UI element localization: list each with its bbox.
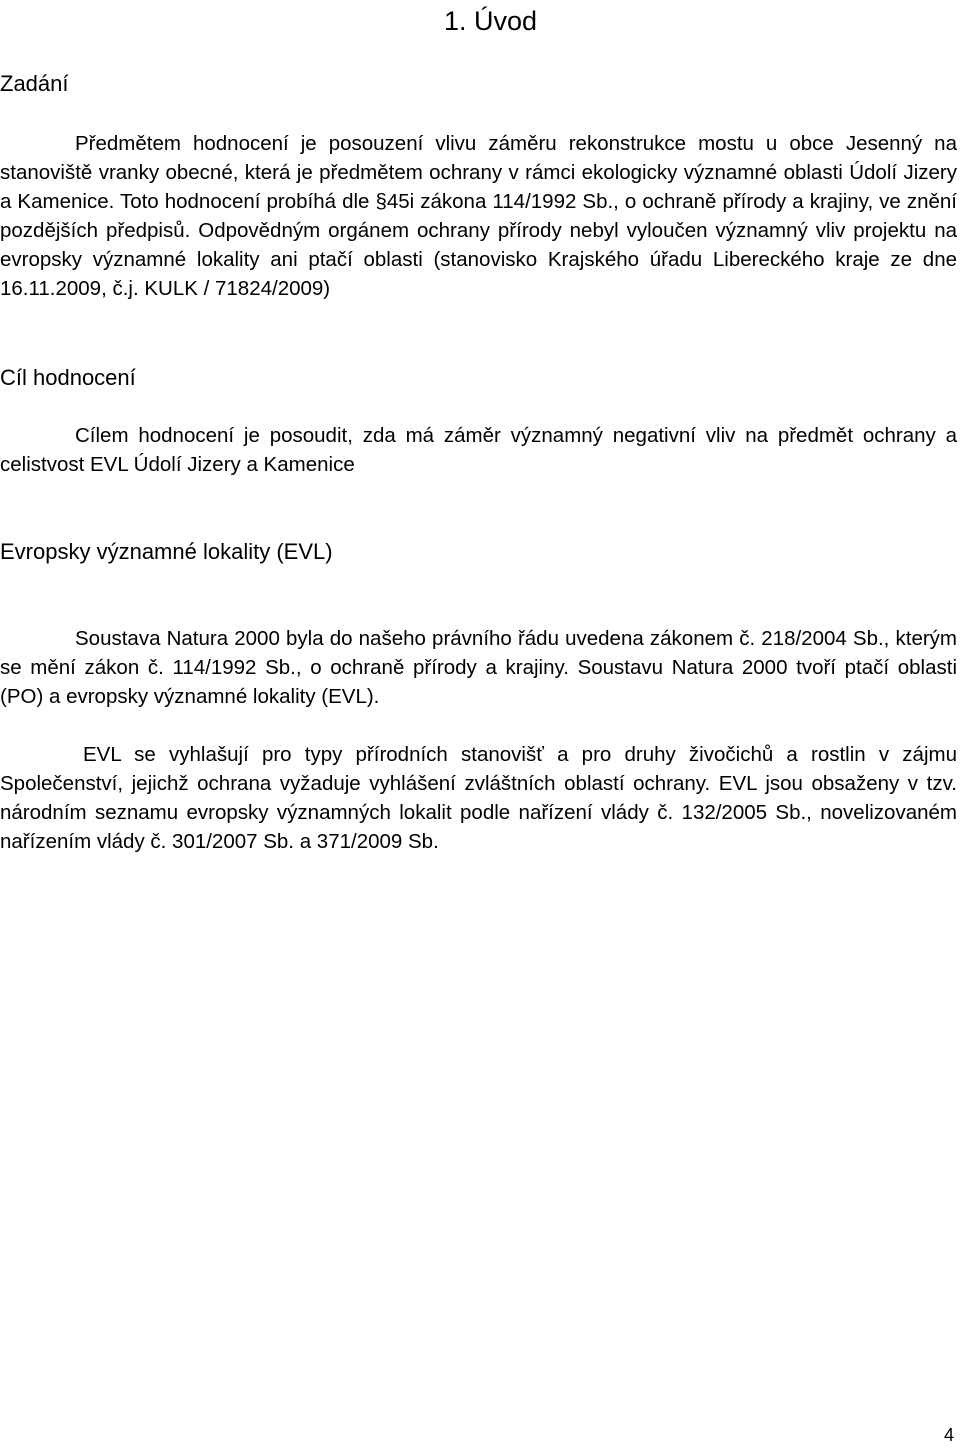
section-heading-cil: Cíl hodnocení bbox=[0, 365, 136, 390]
page-number: 4 bbox=[943, 1425, 954, 1445]
chapter-title: 1. Úvod bbox=[444, 6, 538, 36]
paragraph-evl-vyhlaseni-text: EVL se vyhlašují pro typy přírodních stanovišť a pro druhy živočichů a rostlin v zájmu Společenství, jejichž ochrana vyžaduje vyhlášení zvláštních oblastí ochrany. EVL jsou obsaženy v tzv. národním seznamu evropsky významných lokalit podle nařízení vlády č. 132/2005 Sb., novelizovaném nařízením vlády č. 301/2007 Sb. a 371/2009 Sb. bbox=[0, 743, 957, 853]
paragraph-zadani bbox=[0, 129, 957, 303]
paragraph-evl-natura-text: Soustava Natura 2000 byla do našeho právního řádu uvedena zákonem č. 218/2004 Sb., kterým se mění zákon č. 114/1992 Sb., o ochraně přírody a krajiny. Soustavu Natura 2000 tvoří ptačí oblasti (PO) a evropsky významné lokality (EVL). bbox=[0, 627, 957, 708]
section-heading-zadani: Zadání bbox=[0, 71, 69, 96]
paragraph-cil-text: Cílem hodnocení je posoudit, zda má záměr významný negativní vliv na předmět ochrany a celistvost EVL Údolí Jizery a Kamenice bbox=[0, 424, 957, 476]
paragraph-zadani-text: Předmětem hodnocení je posouzení vlivu záměru rekonstrukce mostu u obce Jesenný na stanoviště vranky obecné, která je předmětem ochrany v rámci ekologicky významné oblasti Údolí Jizery a Kamenice. Toto hodnocení probíhá dle §45i zákona 114/1992 Sb., o ochraně přírody a krajiny, ve znění pozdějších předpisů. Odpovědným orgánem ochrany přírody nebyl vyloučen významný vliv projektu na evropsky významné lokality ani ptačí oblasti (stanovisko Krajského úřadu Libereckého kraje ze dne 16.11.2009, č.j. KULK / 71824/2009) bbox=[0, 132, 957, 300]
section-heading-evl: Evropsky významné lokality (EVL) bbox=[0, 539, 333, 564]
paragraph-evl-vyhlaseni bbox=[0, 740, 957, 856]
paragraph-cil bbox=[0, 421, 957, 479]
paragraph-evl-natura bbox=[0, 624, 957, 711]
